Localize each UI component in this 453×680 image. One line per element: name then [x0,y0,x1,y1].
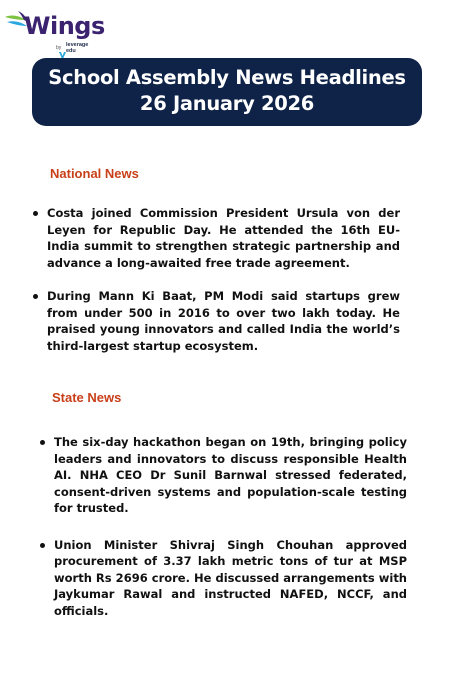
bullet-icon [40,440,45,445]
bullet-icon [40,543,45,548]
list-item [33,205,400,271]
brand-name: Wings [24,12,105,40]
headline-banner [32,58,422,126]
banner-title: School Assembly News Headlines [48,66,406,89]
news-text: The six-day hackathon began on 19th, bringing policy leaders and innovators to discuss responsible Health AI. NHA CEO Dr Sunil Barnwal stressed federated, consent-driven systems and population-scale testing for trusted. [54,435,407,515]
news-text: Costa joined Commission President Ursula von der Leyen for Republic Day. He attended the 16th EU-India summit to strengthen strategic partnership and advance a long-awaited free trade agreement. [47,206,400,270]
list-item [40,537,407,620]
national-news-heading: National News [50,166,139,181]
national-news-list [33,205,400,354]
state-news-list [40,434,407,619]
brand-by-label: by [56,45,62,51]
bullet-icon [33,211,38,216]
state-news-heading: State News [52,390,122,405]
news-text: During Mann Ki Baat, PM Modi said startups grew from under 500 in 2016 to over two lakh today. He praised young innovators and called India the world’s third-largest startup ecosystem. [47,289,400,353]
sub-brand-line2: edu [66,48,76,54]
bullet-icon [33,294,38,299]
sub-brand [66,42,96,54]
list-item [33,288,400,354]
news-text: Union Minister Shivraj Singh Chouhan approved procurement of 3.37 lakh metric tons of tur at MSP worth Rs 2696 crore. He discussed arrangements with Jaykumar Rawal and instructed NAFED, NCCF, and officials. [54,537,407,618]
wings-logo [4,8,105,64]
banner-date: 26 January 2026 [139,92,315,115]
list-item [40,434,407,517]
sub-brand-line1: leverage [66,42,89,48]
